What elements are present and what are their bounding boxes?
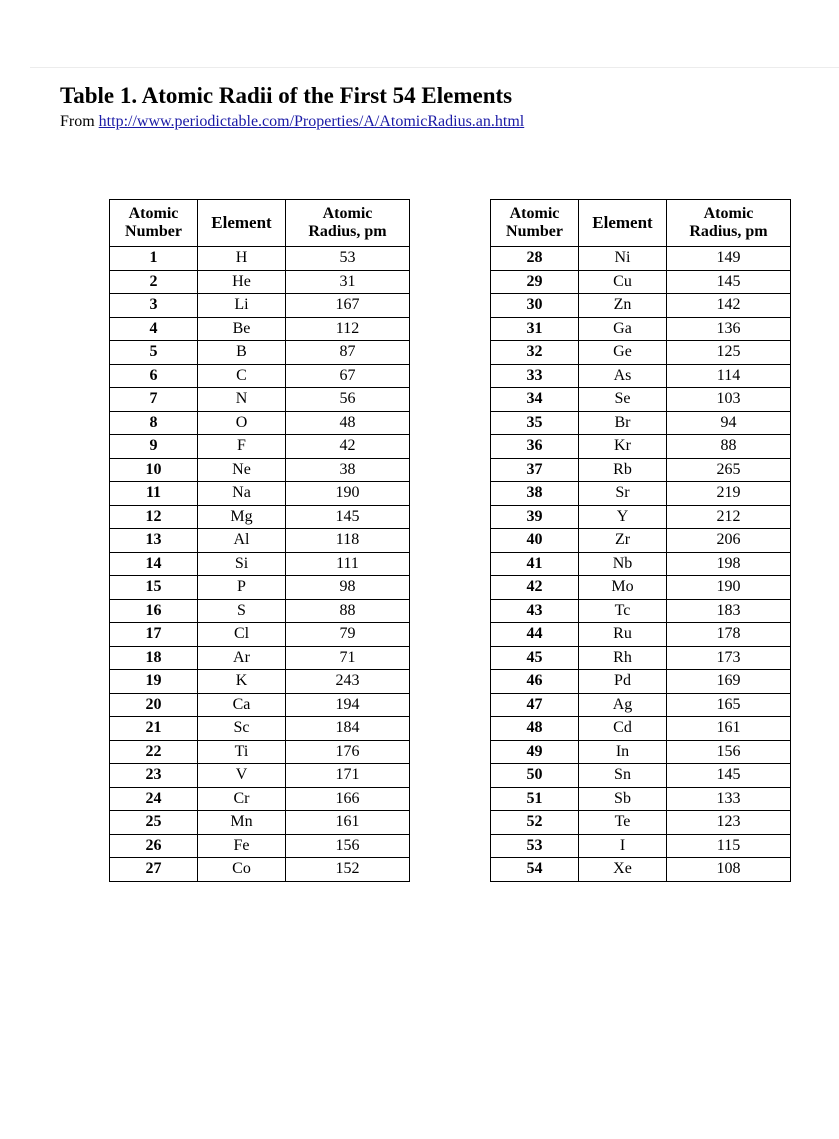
element-symbol-cell: Ga xyxy=(579,317,667,341)
element-symbol-cell: F xyxy=(198,435,286,459)
table-row xyxy=(110,341,410,365)
table-row xyxy=(110,717,410,741)
atomic-radius-cell: 112 xyxy=(286,317,410,341)
atomic-radius-cell: 167 xyxy=(286,294,410,318)
atomic-radius-cell: 169 xyxy=(667,670,791,694)
atomic-radius-cell: 171 xyxy=(286,764,410,788)
atomic-radius-cell: 88 xyxy=(667,435,791,459)
atomic-number-cell: 50 xyxy=(491,764,579,788)
atomic-radius-cell: 194 xyxy=(286,693,410,717)
element-symbol-cell: Sc xyxy=(198,717,286,741)
table-row xyxy=(110,552,410,576)
atomic-radius-cell: 71 xyxy=(286,646,410,670)
element-symbol-cell: I xyxy=(579,834,667,858)
element-symbol-cell: N xyxy=(198,388,286,412)
header-element: Element xyxy=(198,200,286,247)
atomic-radius-cell: 118 xyxy=(286,529,410,553)
atomic-radius-cell: 98 xyxy=(286,576,410,600)
atomic-radius-cell: 206 xyxy=(667,529,791,553)
atomic-radius-cell: 178 xyxy=(667,623,791,647)
header-element: Element xyxy=(579,200,667,247)
atomic-number-cell: 42 xyxy=(491,576,579,600)
element-symbol-cell: Sn xyxy=(579,764,667,788)
atomic-number-cell: 53 xyxy=(491,834,579,858)
atomic-number-cell: 29 xyxy=(491,270,579,294)
element-symbol-cell: Ne xyxy=(198,458,286,482)
atomic-number-cell: 47 xyxy=(491,693,579,717)
atomic-radius-cell: 108 xyxy=(667,858,791,882)
table-row xyxy=(110,505,410,529)
atomic-number-cell: 45 xyxy=(491,646,579,670)
table-row xyxy=(491,576,791,600)
element-symbol-cell: Fe xyxy=(198,834,286,858)
atomic-radius-cell: 212 xyxy=(667,505,791,529)
page-title: Table 1. Atomic Radii of the First 54 Elements xyxy=(60,83,513,108)
atomic-radius-cell: 184 xyxy=(286,717,410,741)
table-header-row xyxy=(491,200,791,247)
atomic-radius-cell: 42 xyxy=(286,435,410,459)
atomic-radius-cell: 265 xyxy=(667,458,791,482)
atomic-radii-table-right xyxy=(490,199,791,882)
table-row xyxy=(491,811,791,835)
source-line xyxy=(60,112,524,132)
element-symbol-cell: Te xyxy=(579,811,667,835)
table-row xyxy=(491,599,791,623)
table-row xyxy=(110,670,410,694)
atomic-number-cell: 14 xyxy=(110,552,198,576)
atomic-radius-cell: 31 xyxy=(286,270,410,294)
table-row xyxy=(491,270,791,294)
element-symbol-cell: Zr xyxy=(579,529,667,553)
element-symbol-cell: In xyxy=(579,740,667,764)
atomic-number-cell: 25 xyxy=(110,811,198,835)
table-row xyxy=(110,764,410,788)
atomic-radius-cell: 145 xyxy=(286,505,410,529)
table-row xyxy=(491,552,791,576)
table-row xyxy=(491,482,791,506)
atomic-radius-cell: 67 xyxy=(286,364,410,388)
element-symbol-cell: Xe xyxy=(579,858,667,882)
atomic-radius-cell: 111 xyxy=(286,552,410,576)
table-row xyxy=(491,693,791,717)
table-row xyxy=(491,317,791,341)
atomic-number-cell: 46 xyxy=(491,670,579,694)
table-row xyxy=(110,834,410,858)
element-symbol-cell: Ar xyxy=(198,646,286,670)
table-row xyxy=(491,787,791,811)
atomic-number-cell: 22 xyxy=(110,740,198,764)
table-row xyxy=(110,858,410,882)
atomic-number-cell: 19 xyxy=(110,670,198,694)
atomic-radius-cell: 243 xyxy=(286,670,410,694)
table-row xyxy=(110,458,410,482)
element-symbol-cell: Mo xyxy=(579,576,667,600)
table-row xyxy=(491,341,791,365)
element-symbol-cell: Se xyxy=(579,388,667,412)
element-symbol-cell: Br xyxy=(579,411,667,435)
element-symbol-cell: H xyxy=(198,247,286,271)
element-symbol-cell: Cu xyxy=(579,270,667,294)
atomic-number-cell: 52 xyxy=(491,811,579,835)
atomic-number-cell: 12 xyxy=(110,505,198,529)
atomic-number-cell: 16 xyxy=(110,599,198,623)
atomic-radius-cell: 156 xyxy=(286,834,410,858)
table-row xyxy=(110,294,410,318)
atomic-radius-cell: 114 xyxy=(667,364,791,388)
atomic-number-cell: 44 xyxy=(491,623,579,647)
atomic-radius-cell: 156 xyxy=(667,740,791,764)
element-symbol-cell: Kr xyxy=(579,435,667,459)
atomic-radius-cell: 166 xyxy=(286,787,410,811)
atomic-number-cell: 34 xyxy=(491,388,579,412)
atomic-number-cell: 26 xyxy=(110,834,198,858)
element-symbol-cell: O xyxy=(198,411,286,435)
atomic-number-cell: 27 xyxy=(110,858,198,882)
atomic-radius-cell: 145 xyxy=(667,764,791,788)
element-symbol-cell: Si xyxy=(198,552,286,576)
table-body-left xyxy=(110,247,410,882)
element-symbol-cell: Al xyxy=(198,529,286,553)
element-symbol-cell: Li xyxy=(198,294,286,318)
atomic-radius-cell: 145 xyxy=(667,270,791,294)
table-row xyxy=(110,740,410,764)
atomic-radius-cell: 103 xyxy=(667,388,791,412)
table-row xyxy=(491,505,791,529)
element-symbol-cell: Na xyxy=(198,482,286,506)
element-symbol-cell: S xyxy=(198,599,286,623)
element-symbol-cell: Mg xyxy=(198,505,286,529)
table-row xyxy=(491,364,791,388)
element-symbol-cell: Ca xyxy=(198,693,286,717)
atomic-radius-cell: 183 xyxy=(667,599,791,623)
atomic-number-cell: 51 xyxy=(491,787,579,811)
element-symbol-cell: Sr xyxy=(579,482,667,506)
atomic-radius-cell: 149 xyxy=(667,247,791,271)
atomic-radius-cell: 161 xyxy=(667,717,791,741)
atomic-number-cell: 40 xyxy=(491,529,579,553)
atomic-radii-table-left xyxy=(109,199,410,882)
atomic-radius-cell: 161 xyxy=(286,811,410,835)
atomic-number-cell: 13 xyxy=(110,529,198,553)
atomic-number-cell: 21 xyxy=(110,717,198,741)
element-symbol-cell: Zn xyxy=(579,294,667,318)
atomic-radius-cell: 56 xyxy=(286,388,410,412)
table-row xyxy=(110,317,410,341)
element-symbol-cell: Nb xyxy=(579,552,667,576)
atomic-number-cell: 5 xyxy=(110,341,198,365)
element-symbol-cell: Cr xyxy=(198,787,286,811)
atomic-number-cell: 37 xyxy=(491,458,579,482)
atomic-number-cell: 20 xyxy=(110,693,198,717)
atomic-radius-cell: 115 xyxy=(667,834,791,858)
atomic-number-cell: 36 xyxy=(491,435,579,459)
atomic-number-cell: 23 xyxy=(110,764,198,788)
atomic-number-cell: 43 xyxy=(491,599,579,623)
element-symbol-cell: He xyxy=(198,270,286,294)
atomic-number-cell: 11 xyxy=(110,482,198,506)
table-body-right xyxy=(491,247,791,882)
atomic-number-cell: 18 xyxy=(110,646,198,670)
atomic-number-cell: 48 xyxy=(491,717,579,741)
atomic-number-cell: 4 xyxy=(110,317,198,341)
table-row xyxy=(491,623,791,647)
table-row xyxy=(110,388,410,412)
element-symbol-cell: Be xyxy=(198,317,286,341)
element-symbol-cell: B xyxy=(198,341,286,365)
element-symbol-cell: Pd xyxy=(579,670,667,694)
element-symbol-cell: Y xyxy=(579,505,667,529)
table-row xyxy=(110,364,410,388)
table-row xyxy=(491,646,791,670)
table-row xyxy=(491,388,791,412)
atomic-radius-cell: 88 xyxy=(286,599,410,623)
table-row xyxy=(110,247,410,271)
table-row xyxy=(110,693,410,717)
atomic-number-cell: 54 xyxy=(491,858,579,882)
element-symbol-cell: Ru xyxy=(579,623,667,647)
table-row xyxy=(110,599,410,623)
table-row xyxy=(491,670,791,694)
atomic-radius-cell: 142 xyxy=(667,294,791,318)
source-link[interactable]: http://www.periodictable.com/Properties/A/AtomicRadius.an.html xyxy=(98,113,525,130)
table-row xyxy=(110,529,410,553)
atomic-number-cell: 32 xyxy=(491,341,579,365)
element-symbol-cell: Sb xyxy=(579,787,667,811)
element-symbol-cell: Ti xyxy=(198,740,286,764)
element-symbol-cell: Mn xyxy=(198,811,286,835)
atomic-radius-cell: 38 xyxy=(286,458,410,482)
atomic-number-cell: 6 xyxy=(110,364,198,388)
source-prefix: From xyxy=(60,113,99,130)
atomic-number-cell: 1 xyxy=(110,247,198,271)
element-symbol-cell: Ge xyxy=(579,341,667,365)
element-symbol-cell: Ni xyxy=(579,247,667,271)
atomic-number-cell: 35 xyxy=(491,411,579,435)
table-row xyxy=(491,294,791,318)
table-row xyxy=(110,576,410,600)
atomic-radius-cell: 136 xyxy=(667,317,791,341)
element-symbol-cell: Tc xyxy=(579,599,667,623)
atomic-number-cell: 2 xyxy=(110,270,198,294)
table-row xyxy=(491,435,791,459)
element-symbol-cell: V xyxy=(198,764,286,788)
element-symbol-cell: P xyxy=(198,576,286,600)
atomic-number-cell: 30 xyxy=(491,294,579,318)
table-row xyxy=(110,435,410,459)
element-symbol-cell: Co xyxy=(198,858,286,882)
table-row xyxy=(110,482,410,506)
atomic-radius-cell: 176 xyxy=(286,740,410,764)
header-atomic-number: Atomic Number xyxy=(491,200,579,247)
table-row xyxy=(491,247,791,271)
header-atomic-number: Atomic Number xyxy=(110,200,198,247)
table-row xyxy=(491,858,791,882)
element-symbol-cell: Ag xyxy=(579,693,667,717)
atomic-number-cell: 31 xyxy=(491,317,579,341)
table-row xyxy=(110,270,410,294)
element-symbol-cell: Cl xyxy=(198,623,286,647)
element-symbol-cell: Rh xyxy=(579,646,667,670)
table-row xyxy=(110,646,410,670)
table-row xyxy=(491,764,791,788)
atomic-number-cell: 39 xyxy=(491,505,579,529)
atomic-number-cell: 9 xyxy=(110,435,198,459)
atomic-radius-cell: 48 xyxy=(286,411,410,435)
element-symbol-cell: Cd xyxy=(579,717,667,741)
atomic-radius-cell: 190 xyxy=(667,576,791,600)
atomic-radius-cell: 87 xyxy=(286,341,410,365)
table-row xyxy=(110,811,410,835)
atomic-number-cell: 15 xyxy=(110,576,198,600)
atomic-radius-cell: 152 xyxy=(286,858,410,882)
atomic-number-cell: 33 xyxy=(491,364,579,388)
atomic-number-cell: 3 xyxy=(110,294,198,318)
atomic-number-cell: 10 xyxy=(110,458,198,482)
atomic-radius-cell: 125 xyxy=(667,341,791,365)
table-row xyxy=(491,458,791,482)
table-row xyxy=(110,623,410,647)
page-top-divider xyxy=(30,67,839,68)
atomic-radius-cell: 133 xyxy=(667,787,791,811)
atomic-radius-cell: 173 xyxy=(667,646,791,670)
atomic-number-cell: 41 xyxy=(491,552,579,576)
atomic-radius-cell: 198 xyxy=(667,552,791,576)
element-symbol-cell: Rb xyxy=(579,458,667,482)
atomic-number-cell: 17 xyxy=(110,623,198,647)
atomic-number-cell: 7 xyxy=(110,388,198,412)
table-header-row xyxy=(110,200,410,247)
atomic-radius-cell: 165 xyxy=(667,693,791,717)
table-row xyxy=(491,834,791,858)
atomic-radius-cell: 94 xyxy=(667,411,791,435)
table-row xyxy=(491,740,791,764)
table-row xyxy=(110,411,410,435)
atomic-number-cell: 8 xyxy=(110,411,198,435)
element-symbol-cell: K xyxy=(198,670,286,694)
atomic-number-cell: 49 xyxy=(491,740,579,764)
atomic-number-cell: 24 xyxy=(110,787,198,811)
table-row xyxy=(491,529,791,553)
table-row xyxy=(110,787,410,811)
element-symbol-cell: C xyxy=(198,364,286,388)
header-atomic-radius: Atomic Radius, pm xyxy=(286,200,410,247)
atomic-radius-cell: 123 xyxy=(667,811,791,835)
table-row xyxy=(491,411,791,435)
atomic-number-cell: 38 xyxy=(491,482,579,506)
atomic-radius-cell: 219 xyxy=(667,482,791,506)
atomic-radius-cell: 53 xyxy=(286,247,410,271)
atomic-radius-cell: 190 xyxy=(286,482,410,506)
atomic-number-cell: 28 xyxy=(491,247,579,271)
header-atomic-radius: Atomic Radius, pm xyxy=(667,200,791,247)
atomic-radius-cell: 79 xyxy=(286,623,410,647)
table-row xyxy=(491,717,791,741)
element-symbol-cell: As xyxy=(579,364,667,388)
